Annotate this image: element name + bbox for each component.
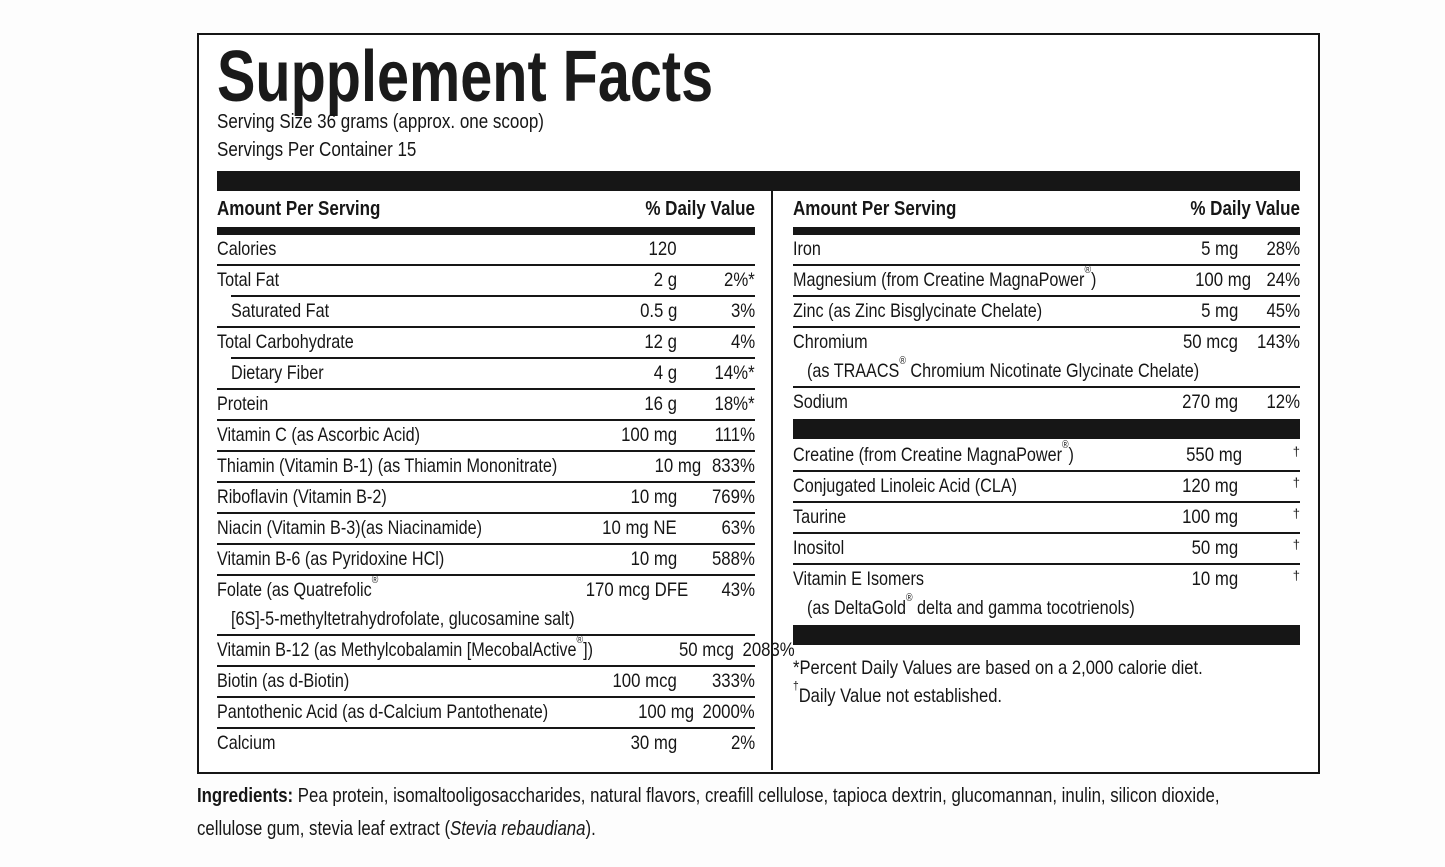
facts-column-right: [793, 191, 1300, 770]
nutrient-name: Vitamin B-6 (as Pyridoxine HCl): [217, 548, 445, 570]
table-row: [793, 534, 1300, 563]
nutrient-name: Taurine: [793, 506, 847, 528]
table-row: [793, 472, 1300, 501]
nutrient-amount: 30 mg: [630, 732, 677, 754]
nutrient-amount: 12 g: [644, 331, 677, 353]
nutrient-name: Riboflavin (Vitamin B-2): [217, 486, 387, 508]
nutrient-daily-value: 2%*: [724, 269, 755, 291]
header-thick-rule: [217, 227, 755, 235]
nutrient-amount: 0.5 g: [639, 300, 677, 322]
column-header-left: [217, 191, 755, 227]
nutrient-daily-value: 3%: [730, 300, 755, 322]
nutrient-daily-value: 24%: [1266, 269, 1300, 291]
daily-value-header: % Daily Value: [1190, 198, 1300, 220]
nutrient-name: Thiamin (Vitamin B-1) (as Thiamin Mononitrate): [217, 455, 558, 477]
nutrient-daily-value: 28%: [1266, 238, 1300, 260]
nutrient-name: Creatine (from Creatine MagnaPower®): [793, 438, 1074, 466]
nutrient-amount: 100 mg: [1182, 506, 1238, 528]
nutrient-name-continued: (as DeltaGold® delta and gamma tocotrienols): [807, 591, 1135, 619]
nutrient-amount: 50 mcg: [678, 639, 734, 661]
nutrient-amount: 10 mg: [1191, 568, 1238, 590]
nutrient-amount: 5 mg: [1200, 300, 1238, 322]
nutrient-amount: 100 mg: [621, 424, 677, 446]
nutrient-amount: 50 mcg: [1183, 331, 1238, 353]
column-divider: [771, 191, 773, 770]
nutrient-daily-value: 769%: [712, 486, 755, 508]
panel-title-wrap: [217, 37, 1300, 117]
ingredients-tail: ).: [585, 817, 596, 840]
nutrient-amount: 100 mg: [1195, 269, 1252, 291]
column-header-right: [793, 191, 1300, 227]
nutrient-daily-value: 111%: [714, 424, 755, 446]
nutrient-daily-value: 833%: [712, 455, 755, 477]
section-black-bar: [793, 625, 1300, 645]
table-row: [793, 328, 1300, 386]
supplement-facts-panel: [197, 33, 1320, 774]
table-row: [217, 359, 755, 388]
nutrient-name: Niacin (Vitamin B-3)(as Niacinamide): [217, 517, 483, 539]
daily-value-header: % Daily Value: [645, 198, 755, 220]
amount-per-serving-header: Amount Per Serving: [217, 198, 381, 220]
table-row: [217, 452, 755, 481]
table-row: [217, 573, 755, 634]
table-row: [793, 503, 1300, 532]
nutrient-amount: 270 mg: [1182, 391, 1238, 413]
header-thick-rule: [793, 227, 1300, 235]
nutrient-daily-value: 2%: [730, 732, 755, 754]
nutrient-daily-value: 63%: [721, 517, 755, 539]
nutrient-name: Calories: [217, 238, 277, 260]
nutrient-amount: 170 mcg DFE: [585, 579, 689, 601]
nutrient-amount: 100 mg: [638, 701, 695, 723]
nutrient-daily-value: 333%: [712, 670, 755, 692]
serving-size-text: Serving Size 36 grams (approx. one scoop): [217, 111, 544, 133]
nutrient-rows-left: [217, 235, 795, 758]
amount-per-serving-header: Amount Per Serving: [793, 198, 957, 220]
nutrient-rows-right: [793, 235, 1300, 710]
table-row: [217, 266, 755, 295]
nutrient-amount: 16 g: [644, 393, 677, 415]
nutrient-amount: 550 mg: [1186, 444, 1242, 466]
table-row: [217, 633, 795, 665]
nutrient-amount: 50 mg: [1191, 537, 1238, 559]
facts-column-left: [217, 191, 795, 770]
servings-per-container-line: [217, 137, 1300, 165]
nutrient-daily-value: 14%*: [714, 362, 755, 384]
nutrient-name: Saturated Fat: [231, 300, 330, 322]
nutrient-amount: 2 g: [653, 269, 677, 291]
nutrient-daily-value: 2083%: [742, 639, 795, 661]
nutrient-name: Dietary Fiber: [231, 362, 324, 384]
nutrient-daily-value: 588%: [712, 548, 755, 570]
nutrient-name: Vitamin B-12 (as Methylcobalamin [MecobalActive®]): [217, 633, 593, 661]
nutrient-daily-value: [677, 238, 755, 261]
nutrient-name: Protein: [217, 393, 269, 415]
nutrient-amount: 5 mg: [1200, 238, 1238, 260]
nutrient-amount: 120: [649, 238, 677, 260]
nutrient-name-continued: [6S]-5-methyltetrahydrofolate, glucosamine salt): [231, 608, 575, 630]
table-row: [217, 328, 755, 357]
nutrient-daily-value: 45%: [1266, 300, 1300, 322]
table-row: [793, 297, 1300, 326]
table-row: [793, 388, 1300, 417]
nutrient-daily-value: †: [1292, 475, 1300, 490]
nutrient-daily-value: 12%: [1266, 391, 1300, 413]
table-row: [793, 263, 1300, 295]
nutrient-name: Magnesium (from Creatine MagnaPower®): [793, 263, 1097, 291]
nutrient-amount: 10 mg: [630, 486, 677, 508]
nutrient-amount: 10 mg NE: [602, 517, 677, 539]
nutrient-name: Inositol: [793, 537, 845, 559]
section-black-bar: [793, 419, 1300, 439]
table-row: [793, 565, 1300, 623]
serving-size-line: [217, 109, 1300, 137]
nutrient-daily-value: 43%: [721, 579, 755, 601]
nutrient-daily-value: †: [1292, 506, 1300, 521]
nutrient-daily-value: 4%: [730, 331, 755, 353]
nutrient-daily-value: 143%: [1257, 331, 1300, 353]
ingredients-statement: [197, 780, 1247, 845]
table-row: [217, 667, 755, 696]
nutrient-amount: 100 mcg: [612, 670, 677, 692]
nutrient-amount: 10 mg: [654, 455, 702, 477]
nutrient-name: Sodium: [793, 391, 848, 413]
panel-title: Supplement Facts: [217, 37, 714, 117]
nutrient-daily-value: 18%*: [714, 393, 755, 415]
nutrient-name: Total Carbohydrate: [217, 331, 354, 353]
table-row: [217, 514, 755, 543]
table-row: [793, 438, 1300, 470]
table-row: [217, 698, 755, 727]
table-row: [217, 235, 755, 264]
nutrient-name: Iron: [793, 238, 821, 260]
nutrient-name: Folate (as Quatrefolic®: [217, 573, 379, 601]
nutrient-amount: 4 g: [653, 362, 677, 384]
table-row: [217, 421, 755, 450]
table-row: [217, 545, 755, 574]
table-row: [217, 390, 755, 419]
nutrient-name: Vitamin E Isomers: [793, 568, 925, 590]
ingredients-body: Pea protein, isomaltooligosaccharides, natural flavors, creafill cellulose, tapioca dextrin, glucomannan, inulin, silicon dioxide, cellulose gum, stevia leaf extract (: [197, 785, 1220, 840]
footnotes: [793, 654, 1300, 710]
nutrient-name: Pantothenic Acid (as d-Calcium Pantothenate): [217, 701, 549, 723]
nutrient-name: Vitamin C (as Ascorbic Acid): [217, 424, 420, 446]
nutrient-amount: 10 mg: [630, 548, 677, 570]
table-row: [217, 297, 755, 326]
table-row: [793, 235, 1300, 264]
footnote: *Percent Daily Values are based on a 2,000 calorie diet.: [793, 657, 1203, 679]
nutrient-name-continued: (as TRAACS® Chromium Nicotinate Glycinate Chelate): [807, 354, 1200, 382]
nutrient-name: Conjugated Linoleic Acid (CLA): [793, 475, 1018, 497]
top-black-bar: [217, 171, 1300, 191]
nutrient-name: Chromium: [793, 331, 868, 353]
facts-columns: [217, 191, 1300, 770]
nutrient-daily-value: †: [1292, 444, 1300, 459]
footnote: †Daily Value not established.: [793, 679, 1003, 707]
nutrient-name: Calcium: [217, 732, 276, 754]
table-row: [217, 729, 755, 758]
ingredients-label: Ingredients:: [197, 785, 294, 807]
ingredients-latin-name: Stevia rebaudiana: [450, 817, 586, 840]
nutrient-daily-value: †: [1292, 537, 1300, 552]
table-row: [217, 483, 755, 512]
nutrient-daily-value: 2000%: [702, 701, 755, 723]
nutrient-name: Total Fat: [217, 269, 280, 291]
nutrient-amount: 120 mg: [1182, 475, 1238, 497]
servings-per-container-text: Servings Per Container 15: [217, 138, 417, 161]
nutrient-name: Zinc (as Zinc Bisglycinate Chelate): [793, 300, 1043, 322]
nutrient-daily-value: †: [1292, 568, 1300, 583]
nutrient-name: Biotin (as d-Biotin): [217, 670, 350, 692]
